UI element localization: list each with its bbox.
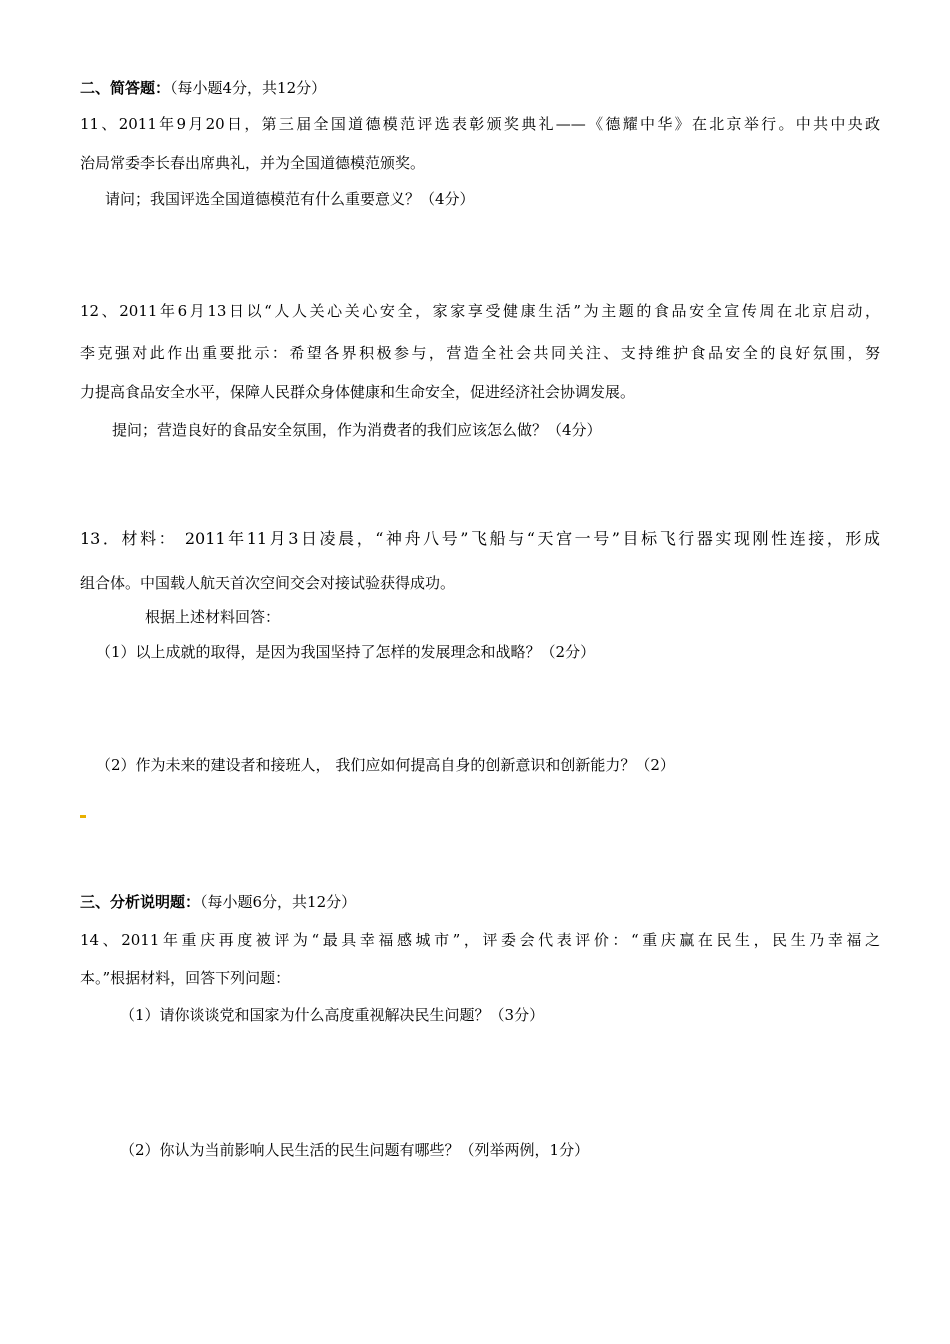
q11-question: 请问；我国评选全国道德模范有什么重要意义？（4分） [105, 190, 475, 208]
section3-heading [80, 891, 880, 913]
q13-sub2: （2）作为未来的建设者和接班人， 我们应如何提高自身的创新意识和创新能力？（2） [96, 756, 675, 774]
q14-sub1: （1）请你谈谈党和国家为什么高度重视解决民生问题？（3分） [120, 1006, 545, 1024]
section2-title: 二、简答题： [80, 79, 171, 97]
q12-question: 提问；营造良好的食品安全氛围，作为消费者的我们应该怎么做？（4分） [112, 421, 602, 439]
q13-line2: 组合体。中国载人航天首次空间交会对接试验获得成功。 [80, 574, 456, 592]
q13-prompt: 根据上述材料回答： [145, 608, 281, 626]
section2-note: （每小题4分，共12分） [170, 79, 327, 97]
q14-sub2: （2）你认为当前影响人民生活的民生问题有哪些？（列举两例，1分） [120, 1141, 590, 1159]
q13-line1: 13．材料： 2011年11月3日凌晨，“神舟八号”飞船与“天宫一号”目标飞行器实现刚性连接，形成 [80, 529, 880, 548]
q13-sub1: （1）以上成就的取得，是因为我国坚持了怎样的发展理念和战略？（2分） [96, 643, 596, 661]
q11-line1: 11、2011年9月20日，第三届全国道德模范评选表彰颁奖典礼——《德耀中华》在北京举行。中共中央政 [80, 115, 880, 133]
q12-line1: 12、2011年6月13日以“人人关心关心安全，家家享受健康生活”为主题的食品安全宣传周在北京启动， [80, 302, 880, 320]
section2-heading [80, 77, 880, 99]
q11-line2: 治局常委李长春出席典礼，并为全国道德模范颁奖。 [80, 154, 426, 172]
q12-line3: 力提高食品安全水平，保障人民群众身体健康和生命安全，促进经济社会协调发展。 [80, 383, 636, 401]
section3-note: （每小题6分，共12分） [200, 893, 357, 911]
section3-title: 三、分析说明题： [80, 893, 201, 911]
q14-line2: 本。”根据材料，回答下列问题： [80, 969, 291, 987]
stray-mark [80, 815, 86, 818]
q14-line1: 14、2011年重庆再度被评为“最具幸福感城市”，评委会代表评价：“重庆赢在民生，民生乃幸福之 [80, 931, 880, 949]
q12-line2: 李克强对此作出重要批示：希望各界积极参与，营造全社会共同关注、支持维护食品安全的良好氛围，努 [80, 344, 880, 362]
